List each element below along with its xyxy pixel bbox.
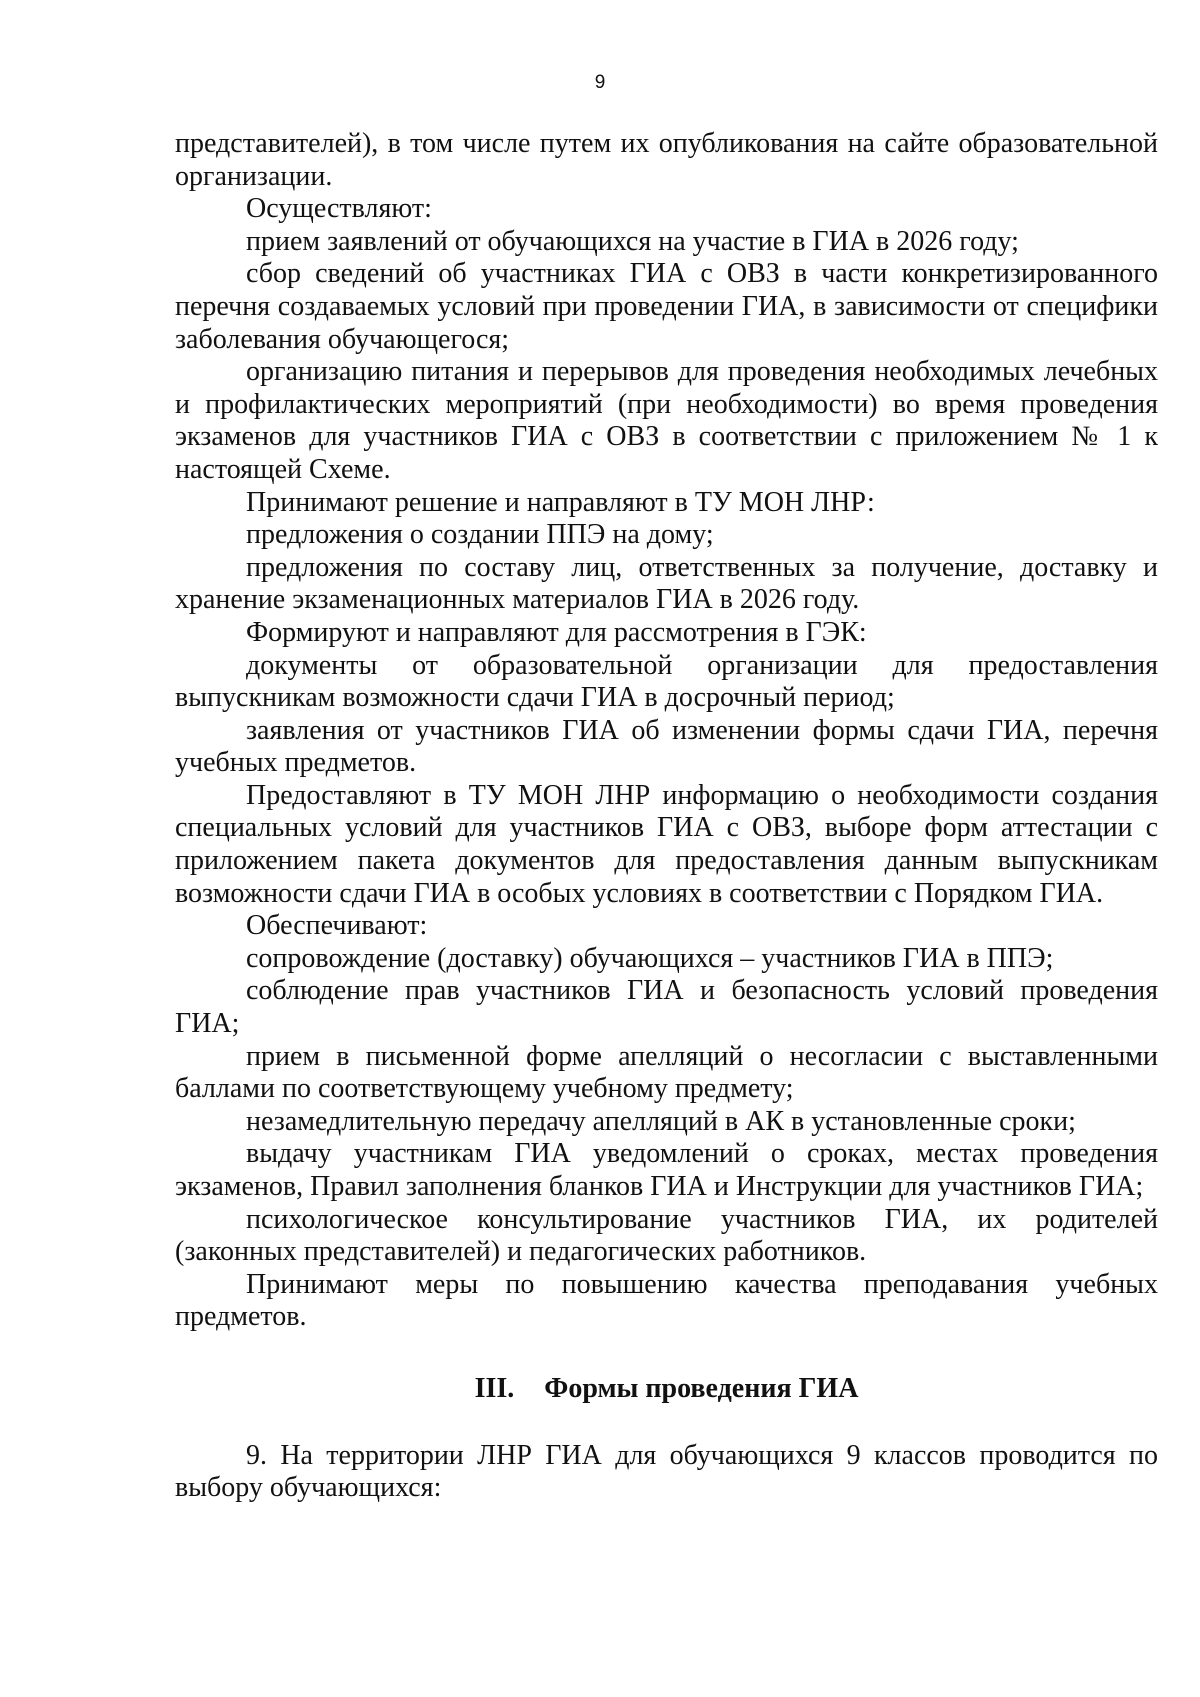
- section-title: Формы проведения ГИА: [544, 1372, 859, 1404]
- paragraph: незамедлительную передачу апелляций в АК в установленные сроки;: [246, 1105, 1076, 1137]
- paragraph: психологическое консультирование участников ГИА, их родителей (законных представителей) и педагогических работников.: [175, 1203, 1158, 1268]
- paragraph: сбор сведений об участниках ГИА с ОВЗ в части конкретизированного перечня создаваемых условий при проведении ГИА, в зависимости от специфики заболевания обучающегося;: [175, 258, 1158, 355]
- paragraph: организацию питания и перерывов для проведения необходимых лечебных и профилактических мероприятий (при необходимости) во время проведения экзаменов для участников ГИА с ОВЗ в соответствии с приложением № 1 к настоящей Схеме.: [175, 356, 1158, 485]
- paragraph: Осуществляют:: [246, 193, 432, 225]
- document-body: [175, 128, 1158, 1505]
- paragraph: заявления от участников ГИА об изменении формы сдачи ГИА, перечня учебных предметов.: [175, 714, 1158, 779]
- paragraph: документы от образовательной организации для предоставления выпускникам возможности сдачи ГИА в досрочный период;: [175, 649, 1158, 714]
- paragraphs-top: [175, 128, 1158, 1334]
- paragraph: выдачу участникам ГИА уведомлений о сроках, местах проведения экзаменов, Правил заполнения бланков ГИА и Инструкции для участников ГИА;: [175, 1138, 1158, 1202]
- paragraph: Формируют и направляют для рассмотрения в ГЭК:: [246, 616, 867, 648]
- page-number: 9: [594, 72, 606, 93]
- section-number: III.: [474, 1372, 515, 1404]
- paragraph: Принимают решение и направляют в ТУ МОН ЛНР:: [246, 486, 875, 518]
- paragraph: представителей), в том числе путем их опубликования на сайте образовательной организации.: [175, 128, 1158, 192]
- paragraph: Предоставляют в ТУ МОН ЛНР информацию о необходимости создания специальных условий для участников ГИА с ОВЗ, выборе форм аттестации с приложением пакета документов для предоставления данным выпускникам возможности сдачи ГИА в особых условиях в соответствии с Порядком ГИА.: [175, 779, 1158, 909]
- paragraph: сопровождение (доставку) обучающихся – участников ГИА в ППЭ;: [246, 942, 1054, 974]
- paragraph: Обеспечивают:: [246, 910, 428, 942]
- paragraphs-bottom: [175, 1440, 1158, 1505]
- paragraph: соблюдение прав участников ГИА и безопасность условий проведения ГИА;: [175, 975, 1158, 1040]
- paragraph: 9. На территории ЛНР ГИА для обучающихся 9 классов проводится по выбору обучающихся:: [175, 1439, 1158, 1504]
- paragraph: прием в письменной форме апелляций о несогласии с выставленными баллами по соответствующему учебному предмету;: [175, 1040, 1158, 1105]
- paragraph: предложения по составу лиц, ответственных за получение, доставку и хранение экзаменационных материалов ГИА в 2026 году.: [175, 551, 1158, 616]
- paragraph: Принимают меры по повышению качества преподавания учебных предметов.: [175, 1268, 1158, 1333]
- paragraph: прием заявлений от обучающихся на участие в ГИА в 2026 году;: [246, 225, 1019, 257]
- paragraph: предложения о создании ППЭ на дому;: [246, 519, 714, 551]
- section-heading: [175, 1373, 1158, 1406]
